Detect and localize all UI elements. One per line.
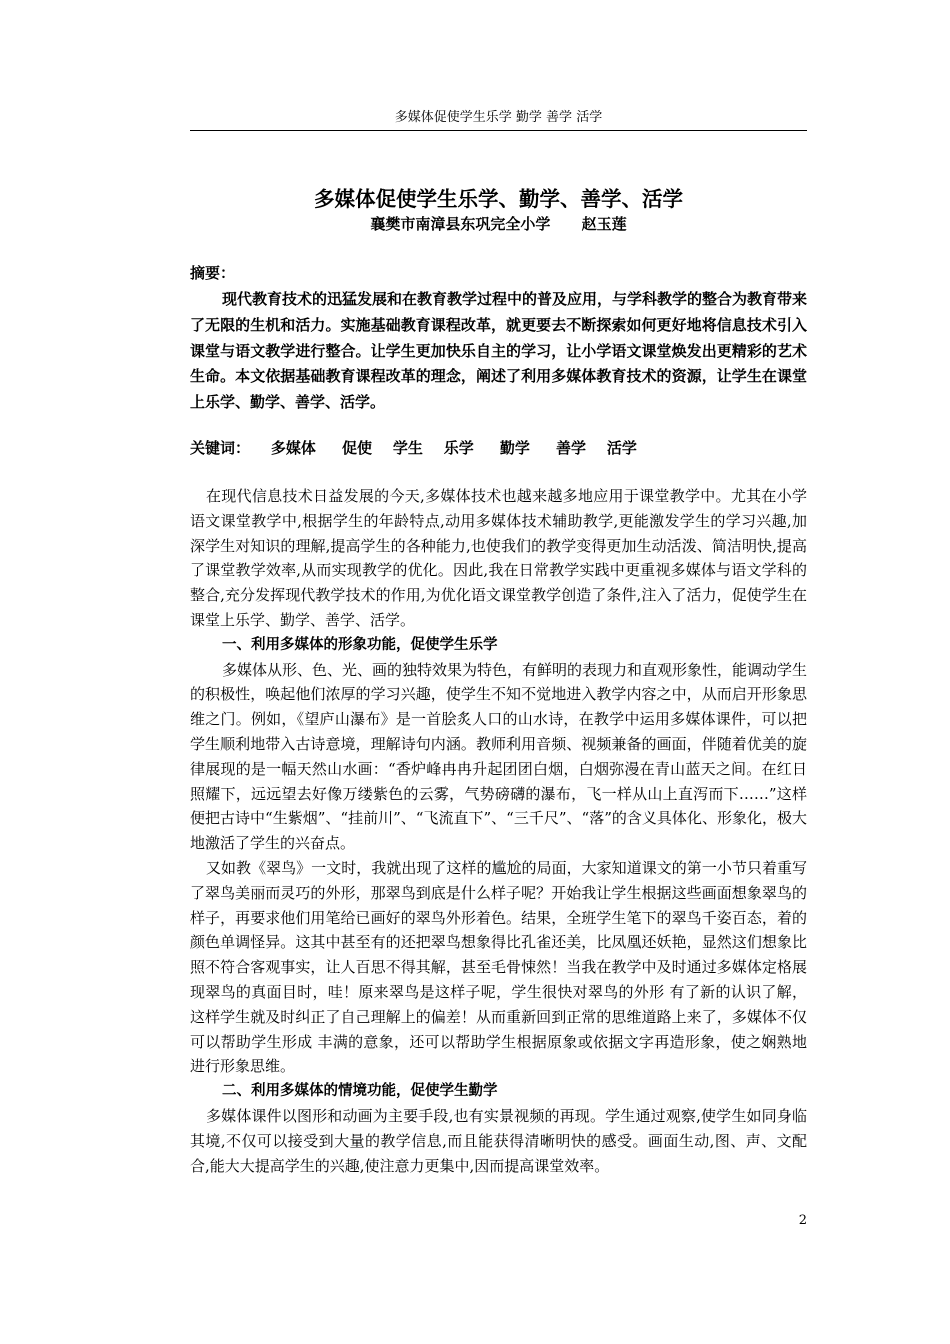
author-byline: 襄樊市南漳县东巩完全小学 赵玉莲 — [370, 215, 627, 233]
abstract-text: 现代教育技术的迅猛发展和在教育教学过程中的普及应用，与学科教学的整合为教育带来了无限的生机和活力。实施基础教育课程改革，就更要去不断探索如何更好地将信息技术引入课堂与语文教学进行整合。让学生更加快乐自主的学习，让小学语文课堂焕发出更精彩的艺术生命。本文依据基础教育课程改革的理念，阐述了利用多媒体教育技术的资源，让学生在课堂上乐学、勤学、善学、活学。 — [190, 290, 808, 412]
section-heading-2: 二、利用多媒体的情境功能，促使学生勤学 — [222, 1083, 498, 1100]
section-heading-1: 一、利用多媒体的形象功能，促使学生乐学 — [222, 636, 498, 653]
keywords-line: 关键词： 多媒体 促使 学生 乐学 勤学 善学 活学 — [190, 439, 637, 457]
paragraph-2: 又如教《翠鸟》一文时，我就出现了这样的尴尬的局面，大家知道课文的第一小节只着重写了翠鸟美丽而灵巧的外形，那翠鸟到底是什么样子呢？开始我让学生根据这些画面想象翠鸟的样子，再要求他们用笔给已画好的翠鸟外形着色。结果，全班学生笔下的翠鸟千姿百态，着的颜色单调怪异。这其中甚至有的还把翠鸟想象得比孔雀还美，比凤凰还妖艳，显然这们想象比照不符合客观事实，让人百思不得其解，甚至毛骨悚然！当我在教学中及时通过多媒体定格展现翠鸟的真面目时，哇！原来翠鸟是这样子呢，学生很快对翠鸟的外形 有了新的认识了解，这样学生就及时纠正了自己理解上的偏差！从而重新回到正常的思维道路上来了，多媒体不仅可以帮助学生形成 丰满的意象，还可以帮助学生根据原象或依据文字再造形象，使之娴熟地进行形象思维。 — [190, 858, 807, 1076]
paragraph-1: 多媒体从形、色、光、画的独特效果为特色，有鲜明的表现力和直观形象性，能调动学生的积极性，唤起他们浓厚的学习兴趣，使学生不知不觉地进入教学内容之中，从而启开形象思维之门。例如，《望庐山瀑布》是一首脍炙人口的山水诗，在教学中运用多媒体课件，可以把学生顺利地带入古诗意境，理解诗句内涵。教师利用音频、视频兼备的画面，伴随着优美的旋律展现的是一幅天然山水画：“香炉峰冉冉升起团团白烟，白烟弥漫在青山蓝天之间。在红日照耀下，远远望去好像万缕紫色的云雾，气势磅礴的瀑布，飞一样从山上直泻而下……”这样便把古诗中“生紫烟”、“挂前川”、“飞流直下”、“三千尺”、“落”的含义具体化、形象化，极大地激活了学生的兴奋点。 — [190, 660, 808, 853]
page-number: 2 — [798, 1213, 807, 1228]
intro-paragraph: 在现代信息技术日益发展的今天,多媒体技术也越来越多地应用于课堂教学中。尤其在小学语文课堂教学中,根据学生的年龄特点,动用多媒体技术辅助教学,更能激发学生的学习兴趣,加深学生对知识的理解,提高学生的各种能力,也使我们的教学变得更加生动活泼、简洁明快,提高了课堂教学效率,从而实现教学的优化。因此,我在日常教学实践中更重视多媒体与语文学科的整合,充分发挥现代教学技术的作用,为优化语文课堂教学创造了条件,注入了活力，促使学生在课堂上乐学、勤学、善学、活学。 — [190, 487, 807, 629]
abstract-label: 摘要： — [190, 264, 236, 282]
running-header: 多媒体促使学生乐学 勤学 善学 活学 — [190, 108, 807, 131]
body-text — [190, 484, 807, 1178]
document-title: 多媒体促使学生乐学、勤学、善学、活学 — [314, 187, 683, 211]
paragraph-3: 多媒体课件以图形和动画为主要手段,也有实景视频的再现。学生通过观察,使学生如同身临其境,不仅可以接受到大量的教学信息,而且能获得清晰明快的感受。画面生动,图、声、文配合,能大大提高学生的兴趣,使注意力更集中,因而提高课堂效率。 — [190, 1106, 807, 1175]
